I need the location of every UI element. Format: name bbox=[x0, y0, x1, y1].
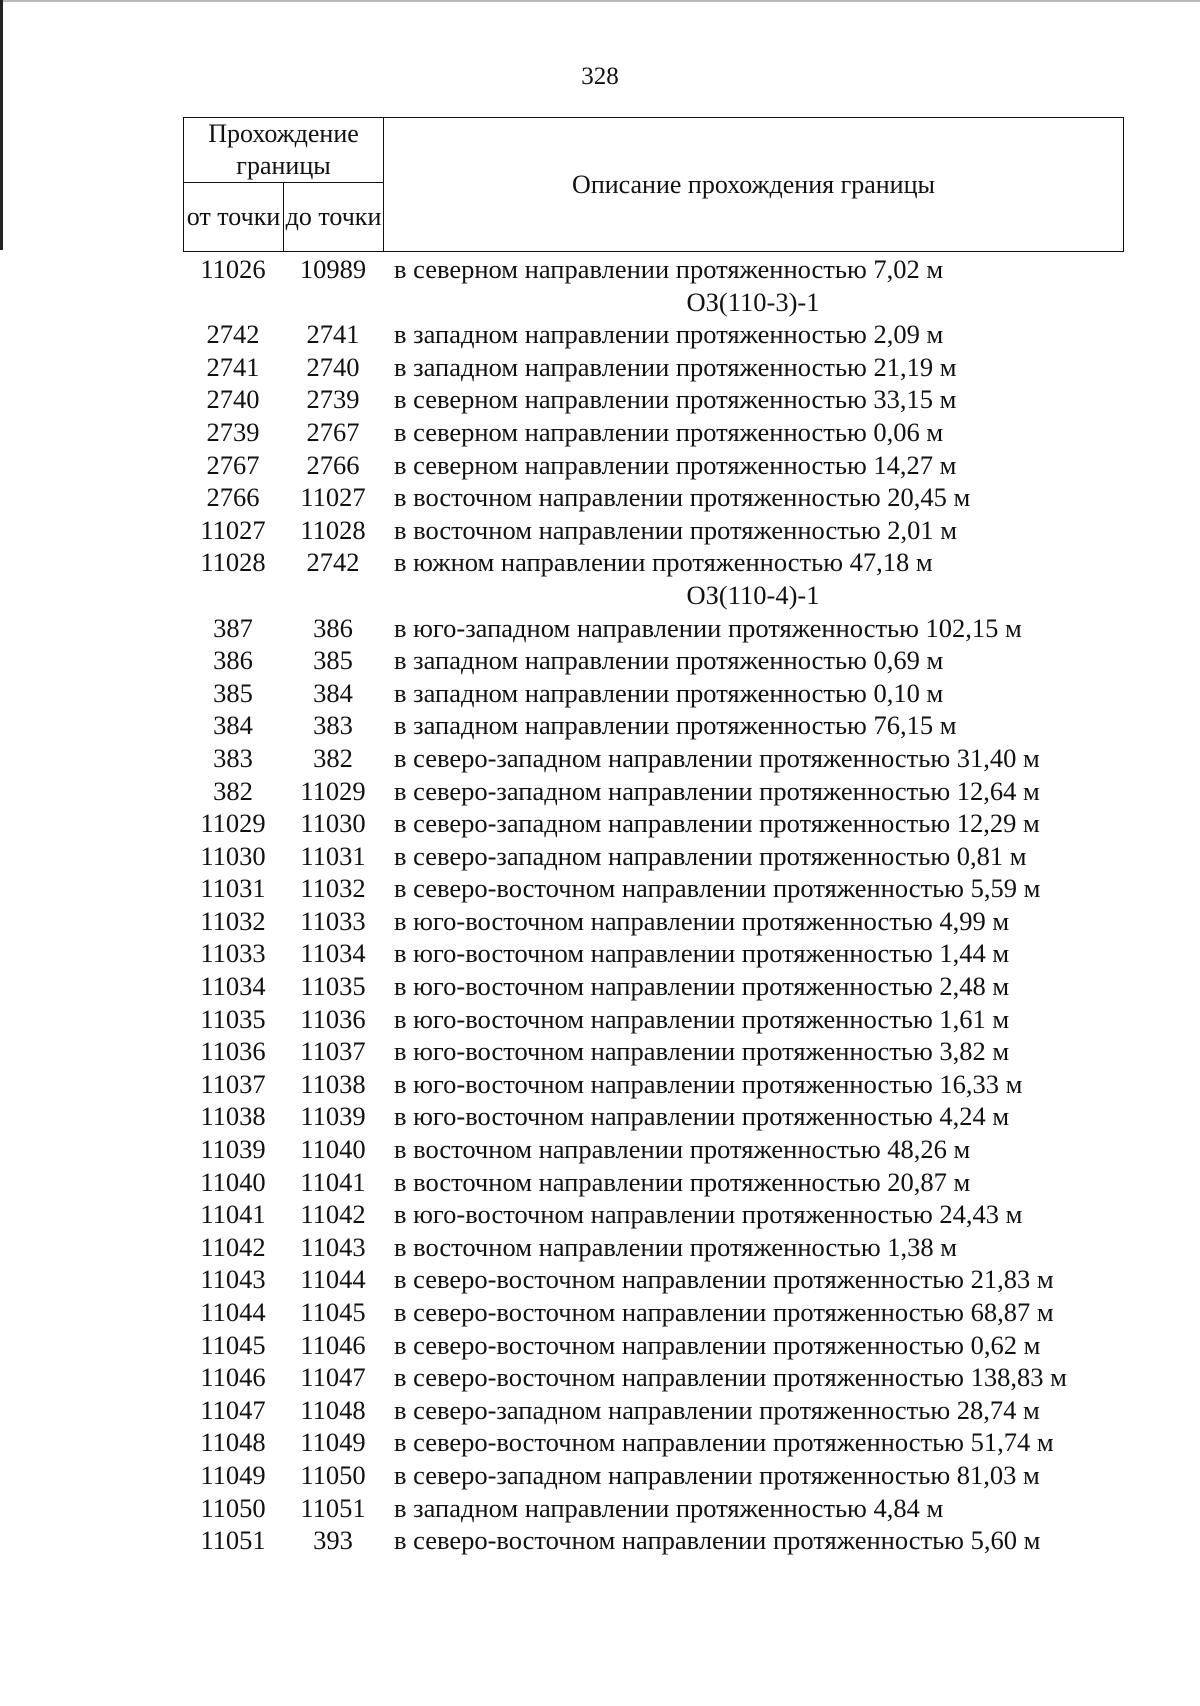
description-cell: в восточном направлении протяженностью 20,45 м bbox=[394, 482, 971, 513]
from-point-cell: 11038 bbox=[200, 1101, 266, 1132]
description-cell: в северо-восточном направлении протяженностью 68,87 м bbox=[394, 1297, 1054, 1327]
to-point-cell: 11034 bbox=[300, 938, 366, 969]
description-cell: в южном направлении протяженностью 47,18 м bbox=[394, 547, 933, 578]
description-cell: в западном направлении протяженностью 0,69 м bbox=[394, 645, 944, 676]
to-point-cell: 11045 bbox=[300, 1297, 366, 1327]
table-row bbox=[183, 1394, 1123, 1427]
from-point-cell: 383 bbox=[213, 742, 253, 773]
description-cell: в восточном направлении протяженностью 1,38 м bbox=[394, 1231, 958, 1262]
table-row bbox=[183, 1524, 1123, 1557]
from-point-cell: 11040 bbox=[200, 1166, 266, 1197]
to-point-cell: 11035 bbox=[300, 971, 366, 1002]
description-cell: в северном направлении протяженностью 33,15 м bbox=[394, 384, 957, 415]
description-cell: в западном направлении протяженностью 4,84 м bbox=[394, 1492, 944, 1523]
description-cell: в северо-западном направлении протяженностью 12,29 м bbox=[394, 808, 1040, 839]
header-from-point: от точки bbox=[184, 183, 284, 252]
from-point-cell: 11044 bbox=[200, 1297, 266, 1327]
table-row bbox=[183, 1459, 1123, 1492]
description-cell: в западном направлении протяженностью 21,19 м bbox=[394, 351, 957, 382]
description-cell: в юго-восточном направлении протяженностью 3,82 м bbox=[394, 1036, 1010, 1067]
table-row bbox=[183, 546, 1123, 579]
description-cell: в северо-восточном направлении протяженностью 138,83 м bbox=[394, 1362, 1067, 1393]
to-point-cell: 11043 bbox=[300, 1231, 366, 1262]
to-point-cell: 11041 bbox=[300, 1166, 366, 1197]
to-point-cell: 11030 bbox=[300, 808, 366, 839]
section-title: ОЗ(110-3)-1 bbox=[686, 286, 820, 317]
from-point-cell: 387 bbox=[213, 612, 253, 643]
from-point-cell: 11047 bbox=[200, 1394, 266, 1425]
to-point-cell: 382 bbox=[313, 742, 353, 773]
from-point-cell: 11048 bbox=[200, 1427, 266, 1458]
description-cell: в северо-западном направлении протяженностью 0,81 м bbox=[394, 840, 1027, 871]
description-cell: в северо-западном направлении протяженностью 28,74 м bbox=[394, 1394, 1040, 1425]
to-point-cell: 11029 bbox=[300, 775, 366, 806]
from-point-cell: 11041 bbox=[200, 1199, 266, 1230]
table-row bbox=[183, 449, 1123, 482]
description-cell: в северном направлении протяженностью 7,02 м bbox=[394, 254, 944, 284]
to-point-cell: 11042 bbox=[300, 1199, 366, 1230]
table-row bbox=[183, 1426, 1123, 1459]
table-row bbox=[183, 970, 1123, 1003]
to-point-cell: 11036 bbox=[300, 1003, 366, 1034]
table-row bbox=[183, 709, 1123, 742]
to-point-cell: 383 bbox=[313, 710, 353, 741]
from-point-cell: 2740 bbox=[206, 384, 260, 415]
from-point-cell: 11046 bbox=[200, 1362, 266, 1393]
from-point-cell: 11035 bbox=[200, 1003, 266, 1034]
header-description: Описание прохождения границы bbox=[384, 118, 1124, 252]
from-point-cell: 11043 bbox=[200, 1264, 266, 1295]
description-cell: в юго-восточном направлении протяженностью 24,43 м bbox=[394, 1199, 1023, 1230]
from-point-cell: 11026 bbox=[200, 254, 266, 284]
to-point-cell: 386 bbox=[313, 612, 353, 643]
from-point-cell: 11039 bbox=[200, 1134, 266, 1165]
header-boundary-passage: Прохождение границы bbox=[184, 118, 384, 183]
table-row bbox=[183, 1100, 1123, 1133]
to-point-cell: 11039 bbox=[300, 1101, 366, 1132]
from-point-cell: 11034 bbox=[200, 971, 266, 1002]
description-cell: в северном направлении протяженностью 0,06 м bbox=[394, 416, 944, 447]
to-point-cell: 11033 bbox=[300, 905, 366, 936]
to-point-cell: 2741 bbox=[306, 319, 360, 350]
to-point-cell: 11027 bbox=[300, 482, 366, 513]
from-point-cell: 11045 bbox=[200, 1329, 266, 1360]
to-point-cell: 2740 bbox=[306, 351, 360, 382]
to-point-cell: 11046 bbox=[300, 1329, 366, 1360]
table-row bbox=[183, 677, 1123, 710]
table-row bbox=[183, 416, 1123, 449]
scan-top-edge bbox=[0, 0, 1200, 2]
to-point-cell: 11051 bbox=[300, 1492, 366, 1523]
to-point-cell: 11048 bbox=[300, 1394, 366, 1425]
table-row bbox=[183, 481, 1123, 514]
table-row bbox=[183, 1329, 1123, 1362]
from-point-cell: 382 bbox=[213, 775, 253, 806]
to-point-cell: 11040 bbox=[300, 1134, 366, 1165]
table-row bbox=[183, 383, 1123, 416]
table-row bbox=[183, 1035, 1123, 1068]
from-point-cell: 11037 bbox=[200, 1068, 266, 1099]
description-cell: в юго-восточном направлении протяженностью 1,61 м bbox=[394, 1003, 1010, 1034]
table-row bbox=[183, 644, 1123, 677]
description-cell: в западном направлении протяженностью 0,10 м bbox=[394, 677, 944, 708]
from-point-cell: 2742 bbox=[206, 319, 260, 350]
to-point-cell: 11028 bbox=[300, 514, 366, 545]
description-cell: в восточном направлении протяженностью 2,01 м bbox=[394, 514, 958, 545]
header-to-point: до точки bbox=[284, 183, 384, 252]
from-point-cell: 11042 bbox=[200, 1231, 266, 1262]
from-point-cell: 11036 bbox=[200, 1036, 266, 1067]
to-point-cell: 2742 bbox=[306, 547, 360, 578]
table-row bbox=[183, 318, 1123, 351]
table-row bbox=[183, 1068, 1123, 1101]
table-row bbox=[183, 937, 1123, 970]
section-title: ОЗ(110-4)-1 bbox=[686, 579, 820, 610]
table-body bbox=[183, 253, 1123, 1557]
description-cell: в северо-западном направлении протяженностью 31,40 м bbox=[394, 742, 1040, 773]
description-cell: в юго-восточном направлении протяженностью 4,24 м bbox=[394, 1101, 1010, 1132]
table-row bbox=[183, 1133, 1123, 1166]
to-point-cell: 11038 bbox=[300, 1068, 366, 1099]
to-point-cell: 11037 bbox=[300, 1036, 366, 1067]
from-point-cell: 2739 bbox=[206, 416, 260, 447]
description-cell: в западном направлении протяженностью 2,09 м bbox=[394, 319, 944, 350]
description-cell: в юго-восточном направлении протяженностью 16,33 м bbox=[394, 1068, 1023, 1099]
table-row bbox=[183, 1003, 1123, 1036]
description-cell: в северо-восточном направлении протяженностью 21,83 м bbox=[394, 1264, 1054, 1295]
to-point-cell: 2766 bbox=[306, 449, 360, 480]
table-row bbox=[183, 742, 1123, 775]
table-header bbox=[183, 117, 1124, 252]
description-cell: в северо-восточном направлении протяженностью 5,60 м bbox=[394, 1525, 1041, 1556]
table-row bbox=[183, 872, 1123, 905]
table-row bbox=[183, 1198, 1123, 1231]
table-row bbox=[183, 905, 1123, 938]
description-cell: в восточном направлении протяженностью 48,26 м bbox=[394, 1134, 971, 1165]
table-row bbox=[183, 351, 1123, 384]
from-point-cell: 11032 bbox=[200, 905, 266, 936]
table-row bbox=[183, 612, 1123, 645]
to-point-cell: 385 bbox=[313, 645, 353, 676]
from-point-cell: 384 bbox=[213, 710, 253, 741]
description-cell: в юго-восточном направлении протяженностью 1,44 м bbox=[394, 938, 1010, 969]
table-row bbox=[183, 840, 1123, 873]
description-cell: в восточном направлении протяженностью 20,87 м bbox=[394, 1166, 971, 1197]
description-cell: в северо-западном направлении протяженностью 81,03 м bbox=[394, 1459, 1040, 1490]
to-point-cell: 2739 bbox=[306, 384, 360, 415]
description-cell: в северо-восточном направлении протяженностью 5,59 м bbox=[394, 873, 1041, 904]
to-point-cell: 2767 bbox=[306, 416, 360, 447]
to-point-cell: 393 bbox=[313, 1525, 353, 1556]
from-point-cell: 11050 bbox=[200, 1492, 266, 1523]
description-cell: в северо-восточном направлении протяженностью 0,62 м bbox=[394, 1329, 1041, 1360]
description-cell: в юго-восточном направлении протяженностью 2,48 м bbox=[394, 971, 1010, 1002]
from-point-cell: 11027 bbox=[200, 514, 266, 545]
to-point-cell: 11032 bbox=[300, 873, 366, 904]
from-point-cell: 11031 bbox=[200, 873, 266, 904]
from-point-cell: 2767 bbox=[206, 449, 260, 480]
to-point-cell: 10989 bbox=[299, 254, 367, 284]
from-point-cell: 11030 bbox=[200, 840, 266, 871]
from-point-cell: 386 bbox=[213, 645, 253, 676]
scan-left-edge bbox=[0, 0, 3, 250]
description-cell: в западном направлении протяженностью 76,15 м bbox=[394, 710, 957, 741]
from-point-cell: 2766 bbox=[206, 482, 260, 513]
description-cell: в северо-восточном направлении протяженностью 51,74 м bbox=[394, 1427, 1054, 1458]
table-row bbox=[183, 1296, 1123, 1329]
to-point-cell: 384 bbox=[313, 677, 353, 708]
from-point-cell: 2741 bbox=[206, 351, 260, 382]
to-point-cell: 11044 bbox=[300, 1264, 366, 1295]
from-point-cell: 11029 bbox=[200, 808, 266, 839]
table-row bbox=[183, 514, 1123, 547]
description-cell: в северном направлении протяженностью 14,27 м bbox=[394, 449, 957, 480]
to-point-cell: 11047 bbox=[300, 1362, 366, 1393]
from-point-cell: 385 bbox=[213, 677, 253, 708]
table-row bbox=[183, 1231, 1123, 1264]
from-point-cell: 11028 bbox=[200, 547, 266, 578]
table-row bbox=[183, 1166, 1123, 1199]
from-point-cell: 11051 bbox=[200, 1525, 266, 1556]
table-row bbox=[183, 1492, 1123, 1525]
description-cell: в северо-западном направлении протяженностью 12,64 м bbox=[394, 775, 1040, 806]
table-row bbox=[183, 807, 1123, 840]
table-row bbox=[183, 253, 1123, 286]
description-cell: в юго-западном направлении протяженностью 102,15 м bbox=[394, 612, 1022, 643]
to-point-cell: 11049 bbox=[300, 1427, 366, 1458]
table-row bbox=[183, 1263, 1123, 1296]
page-number: 328 bbox=[581, 63, 619, 90]
from-point-cell: 11049 bbox=[200, 1459, 266, 1490]
description-cell: в юго-восточном направлении протяженностью 4,99 м bbox=[394, 905, 1010, 936]
to-point-cell: 11031 bbox=[300, 840, 366, 871]
from-point-cell: 11033 bbox=[200, 938, 266, 969]
table-row bbox=[183, 775, 1123, 808]
to-point-cell: 11050 bbox=[300, 1459, 366, 1490]
table-row bbox=[183, 1361, 1123, 1394]
